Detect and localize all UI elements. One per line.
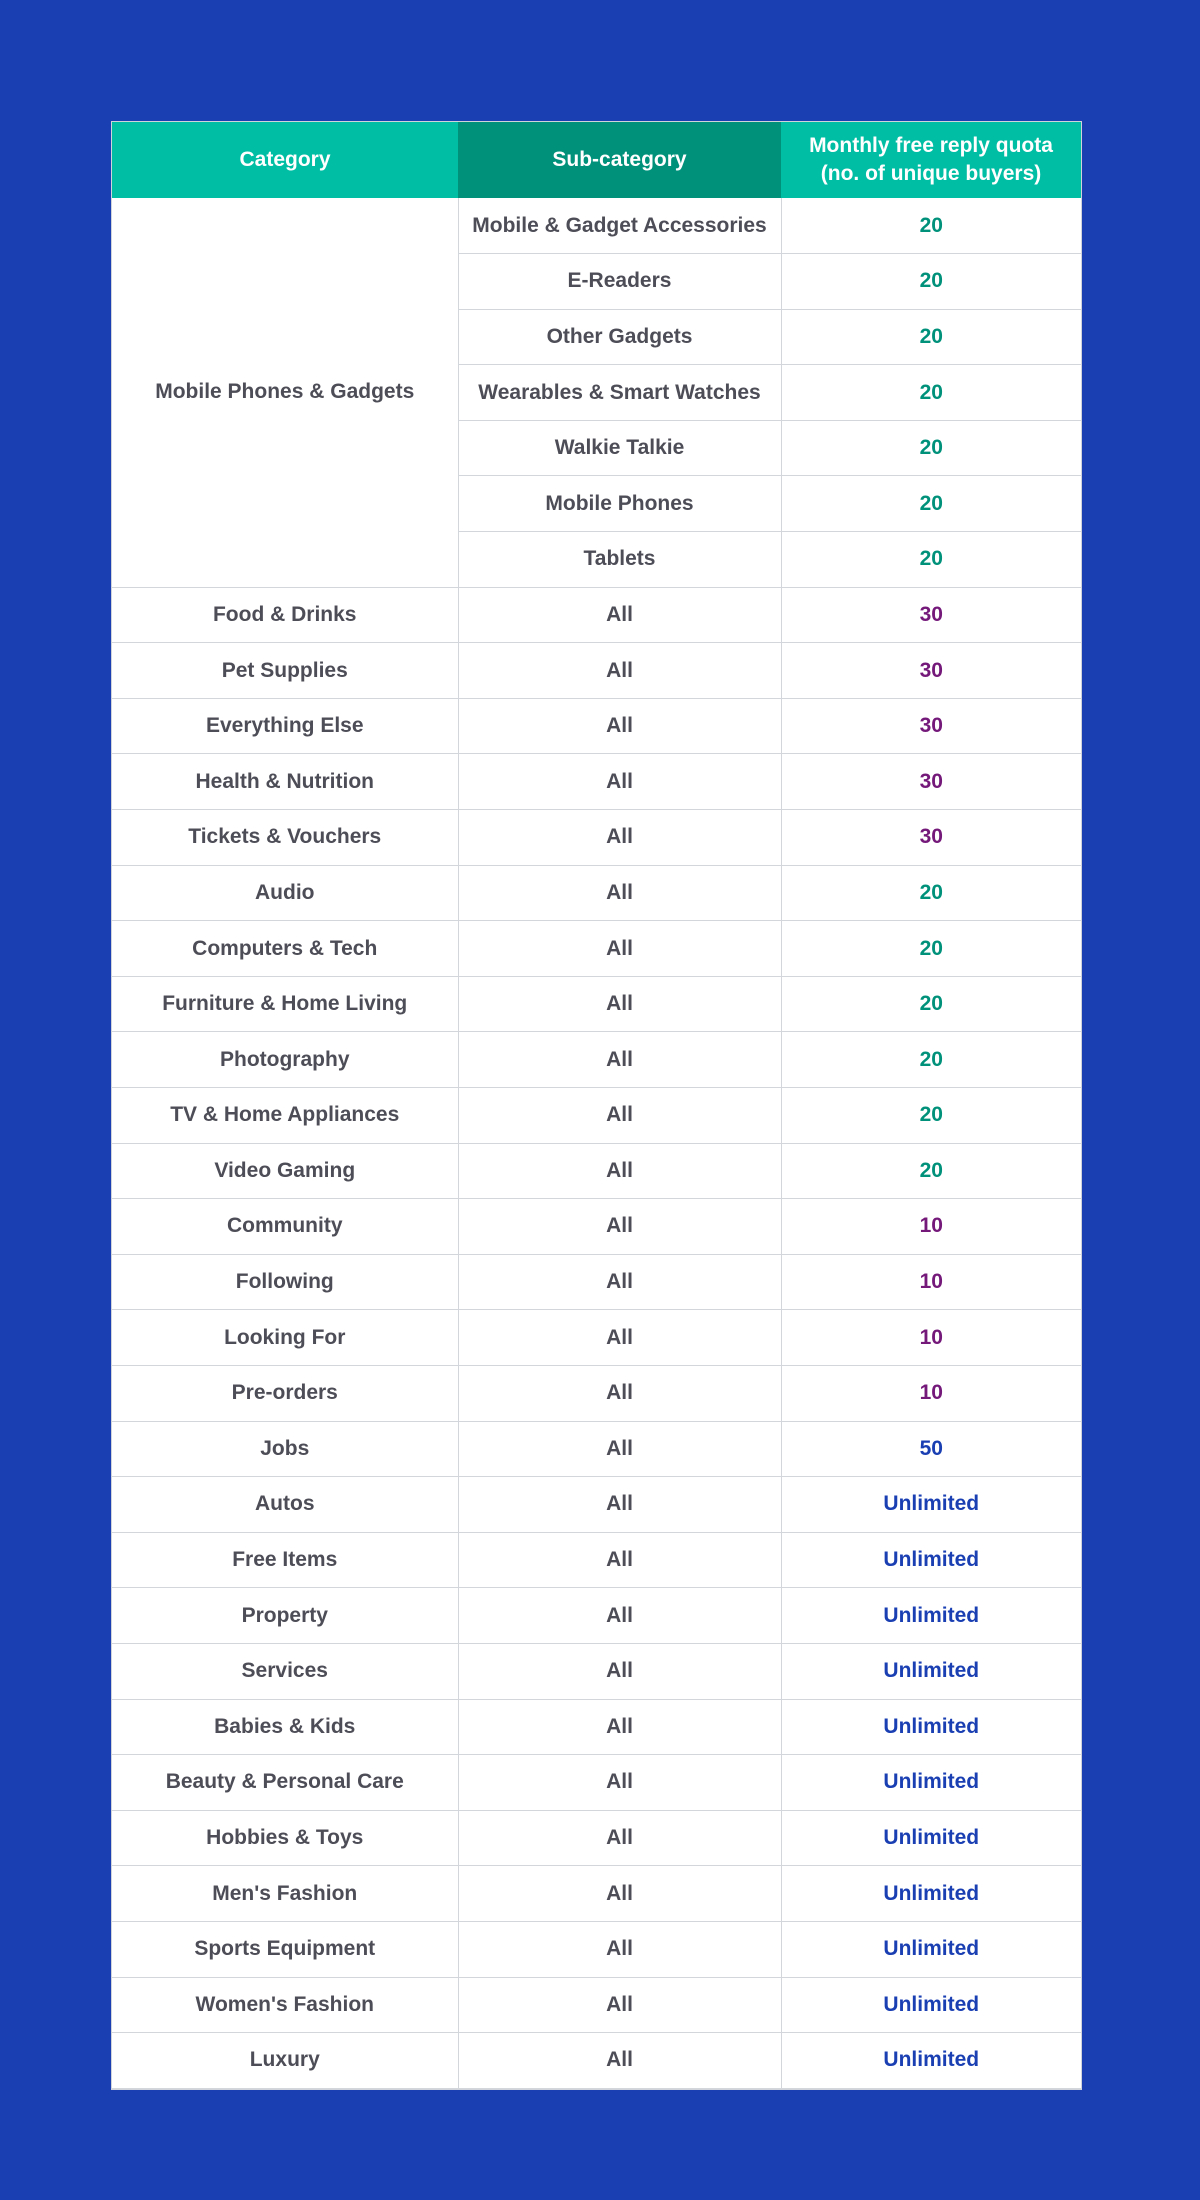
subcategory-cell: All	[458, 1477, 781, 1533]
category-cell: TV & Home Appliances	[112, 1088, 458, 1144]
category-cell: Men's Fashion	[112, 1866, 458, 1922]
category-cell: Beauty & Personal Care	[112, 1755, 458, 1811]
table-row	[112, 1254, 1081, 1310]
table-row	[112, 1199, 1081, 1255]
table-row	[112, 1310, 1081, 1366]
table-row	[112, 754, 1081, 810]
quota-cell: 30	[781, 754, 1081, 810]
subcategory-cell: All	[458, 865, 781, 921]
table-row	[112, 865, 1081, 921]
category-cell: Computers & Tech	[112, 921, 458, 977]
quota-table-container	[111, 121, 1082, 2090]
table-row	[112, 1588, 1081, 1644]
table-body	[112, 198, 1081, 2088]
category-cell: Everything Else	[112, 698, 458, 754]
quota-cell: Unlimited	[781, 1643, 1081, 1699]
quota-cell: 20	[781, 1088, 1081, 1144]
subcategory-cell: All	[458, 1810, 781, 1866]
category-cell: Property	[112, 1588, 458, 1644]
quota-cell: 20	[781, 365, 1081, 421]
category-cell: Services	[112, 1643, 458, 1699]
table-row	[112, 1421, 1081, 1477]
subcategory-cell: All	[458, 1699, 781, 1755]
quota-cell: 10	[781, 1310, 1081, 1366]
quota-cell: 20	[781, 865, 1081, 921]
category-cell: Community	[112, 1199, 458, 1255]
category-cell: Hobbies & Toys	[112, 1810, 458, 1866]
category-cell: Audio	[112, 865, 458, 921]
quota-cell: Unlimited	[781, 1532, 1081, 1588]
category-cell: Mobile Phones & Gadgets	[112, 198, 458, 587]
quota-cell: 50	[781, 1421, 1081, 1477]
header-quota: Monthly free reply quota (no. of unique buyers)	[781, 122, 1081, 198]
category-cell: Babies & Kids	[112, 1699, 458, 1755]
subcategory-cell: All	[458, 698, 781, 754]
category-cell: Luxury	[112, 2033, 458, 2089]
subcategory-cell: All	[458, 1032, 781, 1088]
category-cell: Free Items	[112, 1532, 458, 1588]
category-cell: Furniture & Home Living	[112, 976, 458, 1032]
quota-cell: 30	[781, 810, 1081, 866]
subcategory-cell: Mobile & Gadget Accessories	[458, 198, 781, 254]
subcategory-cell: All	[458, 1143, 781, 1199]
table-row	[112, 1088, 1081, 1144]
subcategory-cell: All	[458, 587, 781, 643]
quota-cell: 10	[781, 1254, 1081, 1310]
quota-cell: Unlimited	[781, 1810, 1081, 1866]
table-row	[112, 1755, 1081, 1811]
subcategory-cell: All	[458, 1755, 781, 1811]
table-row	[112, 1532, 1081, 1588]
table-row	[112, 2033, 1081, 2089]
subcategory-cell: Other Gadgets	[458, 309, 781, 365]
subcategory-cell: E-Readers	[458, 254, 781, 310]
table-row	[112, 1365, 1081, 1421]
subcategory-cell: All	[458, 1421, 781, 1477]
category-cell: Health & Nutrition	[112, 754, 458, 810]
subcategory-cell: All	[458, 810, 781, 866]
table-row	[112, 1866, 1081, 1922]
category-cell: Women's Fashion	[112, 1977, 458, 2033]
category-cell: Following	[112, 1254, 458, 1310]
subcategory-cell: All	[458, 1254, 781, 1310]
subcategory-cell: All	[458, 1532, 781, 1588]
category-cell: Photography	[112, 1032, 458, 1088]
quota-cell: 20	[781, 254, 1081, 310]
subcategory-cell: Wearables & Smart Watches	[458, 365, 781, 421]
table-row	[112, 698, 1081, 754]
subcategory-cell: Walkie Talkie	[458, 420, 781, 476]
header-subcategory: Sub-category	[458, 122, 781, 198]
table-row	[112, 643, 1081, 699]
subcategory-cell: All	[458, 754, 781, 810]
quota-cell: 30	[781, 643, 1081, 699]
table-row	[112, 1699, 1081, 1755]
table-row	[112, 1810, 1081, 1866]
category-cell: Tickets & Vouchers	[112, 810, 458, 866]
table-row	[112, 1143, 1081, 1199]
table-header	[112, 122, 1081, 198]
subcategory-cell: All	[458, 976, 781, 1032]
category-cell: Autos	[112, 1477, 458, 1533]
quota-cell: 10	[781, 1365, 1081, 1421]
table-row	[112, 921, 1081, 977]
table-row	[112, 810, 1081, 866]
category-cell: Sports Equipment	[112, 1921, 458, 1977]
table-row	[112, 1977, 1081, 2033]
subcategory-cell: All	[458, 1088, 781, 1144]
quota-cell: Unlimited	[781, 1699, 1081, 1755]
subcategory-cell: All	[458, 643, 781, 699]
subcategory-cell: All	[458, 1921, 781, 1977]
quota-cell: 20	[781, 1143, 1081, 1199]
subcategory-cell: All	[458, 921, 781, 977]
header-category: Category	[112, 122, 458, 198]
quota-cell: 20	[781, 921, 1081, 977]
quota-cell: 20	[781, 532, 1081, 588]
quota-cell: Unlimited	[781, 1477, 1081, 1533]
quota-cell: 20	[781, 476, 1081, 532]
table-row	[112, 1477, 1081, 1533]
quota-cell: Unlimited	[781, 1921, 1081, 1977]
quota-cell: Unlimited	[781, 1977, 1081, 2033]
subcategory-cell: All	[458, 1310, 781, 1366]
subcategory-cell: All	[458, 1643, 781, 1699]
quota-cell: 20	[781, 1032, 1081, 1088]
category-cell: Pet Supplies	[112, 643, 458, 699]
quota-cell: 20	[781, 198, 1081, 254]
quota-cell: 20	[781, 976, 1081, 1032]
table-row	[112, 198, 1081, 254]
quota-cell: 30	[781, 587, 1081, 643]
header-row	[112, 122, 1081, 198]
category-cell: Food & Drinks	[112, 587, 458, 643]
category-cell: Pre-orders	[112, 1365, 458, 1421]
subcategory-cell: All	[458, 1977, 781, 2033]
quota-cell: 20	[781, 420, 1081, 476]
subcategory-cell: All	[458, 1199, 781, 1255]
quota-cell: 30	[781, 698, 1081, 754]
table-row	[112, 587, 1081, 643]
quota-cell: Unlimited	[781, 1588, 1081, 1644]
category-cell: Video Gaming	[112, 1143, 458, 1199]
subcategory-cell: All	[458, 2033, 781, 2089]
table-row	[112, 1032, 1081, 1088]
subcategory-cell: All	[458, 1866, 781, 1922]
subcategory-cell: All	[458, 1365, 781, 1421]
subcategory-cell: All	[458, 1588, 781, 1644]
quota-cell: 10	[781, 1199, 1081, 1255]
quota-cell: Unlimited	[781, 1755, 1081, 1811]
subcategory-cell: Mobile Phones	[458, 476, 781, 532]
table-row	[112, 1921, 1081, 1977]
category-cell: Looking For	[112, 1310, 458, 1366]
quota-cell: Unlimited	[781, 1866, 1081, 1922]
quota-cell: 20	[781, 309, 1081, 365]
table-row	[112, 976, 1081, 1032]
category-cell: Jobs	[112, 1421, 458, 1477]
subcategory-cell: Tablets	[458, 532, 781, 588]
quota-cell: Unlimited	[781, 2033, 1081, 2089]
table-row	[112, 1643, 1081, 1699]
quota-table	[112, 122, 1081, 2089]
